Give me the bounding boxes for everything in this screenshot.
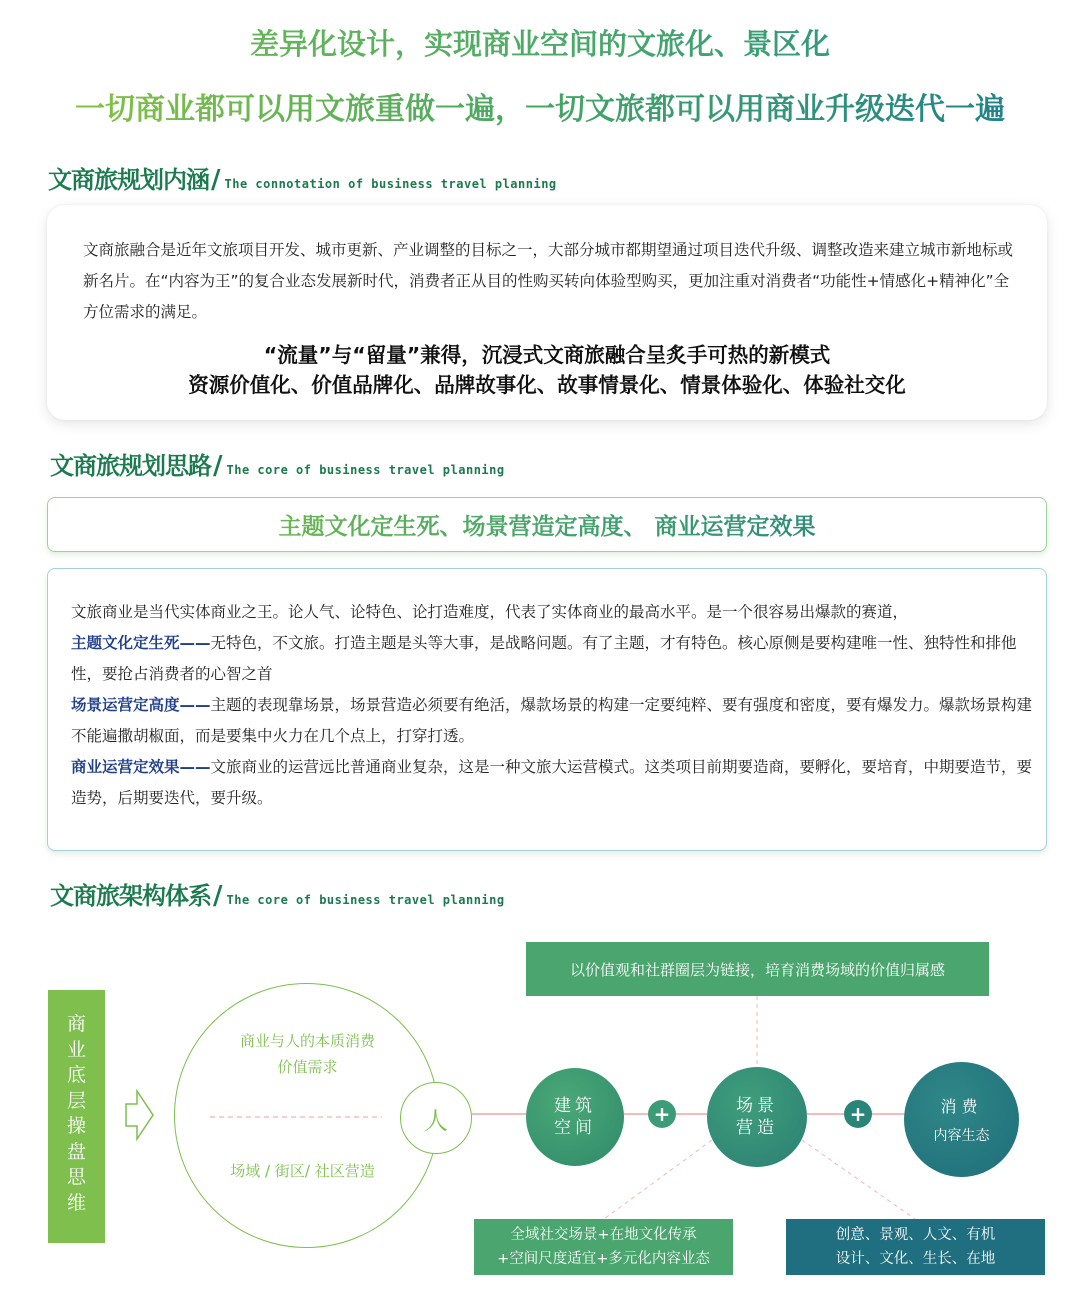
node-label-line-2: 空间 bbox=[554, 1118, 596, 1138]
node-scene-creation bbox=[707, 1067, 807, 1167]
box-line-1: 创意、景观、人文、有机 bbox=[835, 1227, 996, 1243]
section-title-en: The connotation of business travel planning bbox=[224, 177, 557, 191]
core-principles-text: 主题文化定生死、场景营造定高度、 商业运营定效果 bbox=[48, 508, 1046, 541]
connotation-paragraph: 文商旅融合是近年文旅项目开发、城市更新、产业调整的目标之一，大部分城市都期望通过项目迭代升级、调整改造来建立城市新地标或新名片。在“内容为王”的复合业态发展新时代，消费者正从目的性购买转向体验型购买，更加注重对消费者“功能性+情感化+精神化”全方位需求的满足。 bbox=[83, 241, 1014, 321]
circle-bottom-text: 场域 / 街区/ 社区营造 bbox=[230, 1162, 375, 1180]
title-divider-slash: / bbox=[211, 165, 221, 195]
headline-primary: 差异化设计，实现商业空间的文旅化、景区化 bbox=[0, 22, 1080, 63]
vertical-char: 业 bbox=[66, 1038, 86, 1061]
vertical-char: 维 bbox=[66, 1191, 86, 1214]
box-line-1: 全域社交场景+在地文化传承 bbox=[510, 1227, 697, 1243]
item-theme-key: 主题文化定生死—— bbox=[71, 634, 211, 652]
vertical-char: 底 bbox=[66, 1064, 86, 1086]
node-consumption-ecology bbox=[904, 1062, 1019, 1177]
title-divider-slash: / bbox=[213, 451, 223, 481]
item-operation-key: 商业运营定效果—— bbox=[71, 758, 211, 776]
link-bottom-right bbox=[802, 1140, 915, 1219]
item-scene-key: 场景运营定高度—— bbox=[71, 696, 211, 714]
vertical-char: 层 bbox=[66, 1089, 86, 1112]
person-node: 人 bbox=[400, 1082, 472, 1154]
vertical-char: 操 bbox=[66, 1115, 86, 1137]
node-label-line-2: 内容生态 bbox=[933, 1128, 990, 1144]
headline-secondary: 一切商业都可以用文旅重做一遍，一切文旅都可以用商业升级迭代一遍 bbox=[0, 84, 1080, 128]
item-operation-text: 文旅商业的运营远比普通商业复杂，这是一种文旅大运营模式。这类项目前期要造商，要孵化，要培育，中期要造节，要造势，后期要迭代，要升级。 bbox=[71, 758, 1033, 807]
planning-intro: 文旅商业是当代实体商业之王。论人气、论特色、论打造难度，代表了实体商业的最高水平。是一个很容易出爆款的赛道， bbox=[71, 603, 909, 621]
section-title-cn: 文商旅规划内涵 bbox=[48, 166, 209, 194]
base-thinking-bar bbox=[48, 990, 105, 1243]
plus-icon: + bbox=[844, 1100, 872, 1128]
value-belonging-box: 以价值观和社群圈层为链接，培育消费场域的价值归属感 bbox=[526, 942, 989, 996]
creative-design-box bbox=[786, 1219, 1045, 1275]
social-scene-box bbox=[474, 1219, 733, 1275]
node-label-line-1: 建筑 bbox=[554, 1096, 596, 1116]
vertical-char: 盘 bbox=[66, 1140, 86, 1163]
box-line-2: 设计、文化、生长、在地 bbox=[835, 1251, 996, 1267]
node-architecture-space bbox=[526, 1068, 624, 1166]
box-line-2: +空间尺度适宜+多元化内容业态 bbox=[497, 1251, 710, 1267]
vertical-char: 商 bbox=[66, 1013, 86, 1035]
section-title-cn: 文商旅架构体系 bbox=[50, 882, 211, 910]
circle-top-line-1: 商业与人的本质消费 bbox=[239, 1032, 375, 1050]
node-label-line-1: 场景 bbox=[736, 1096, 778, 1116]
plus-icon: + bbox=[648, 1100, 676, 1128]
circle-top-line-2: 价值需求 bbox=[277, 1058, 338, 1076]
item-scene-text: 主题的表现靠场景，场景营造必须要有绝活，爆款场景的构建一定要纯粹、要有强度和密度，要有爆发力。爆款场景构建不能遍撒胡椒面，而是要集中火力在几个点上，打穿打透。 bbox=[71, 696, 1033, 745]
link-bottom-left bbox=[604, 1140, 712, 1219]
section-title-en: The core of business travel planning bbox=[226, 463, 505, 477]
base-thinking-label bbox=[48, 1012, 105, 1216]
section-title-en: The core of business travel planning bbox=[226, 893, 505, 907]
slogan-line-1: “流量”与“留量”兼得，沉浸式文商旅融合呈炙手可热的新模式 bbox=[263, 343, 831, 367]
vertical-char: 思 bbox=[66, 1166, 86, 1188]
title-divider-slash: / bbox=[213, 881, 223, 911]
node-label-line-2: 营造 bbox=[736, 1118, 778, 1138]
item-theme-text: 无特色，不文旅。打造主题是头等大事，是战略问题。有了主题，才有特色。核心原侧是要构建唯一性、独特性和排他性，要抢占消费者的心智之首 bbox=[71, 634, 1017, 683]
section-title-cn: 文商旅规划思路 bbox=[50, 452, 211, 480]
slogan-line-2: 资源价值化、价值品牌化、品牌故事化、故事情景化、情景体验化、体验社交化 bbox=[188, 373, 906, 397]
node-label-line-1: 消费 bbox=[940, 1097, 983, 1116]
right-arrow-icon bbox=[126, 1091, 153, 1139]
